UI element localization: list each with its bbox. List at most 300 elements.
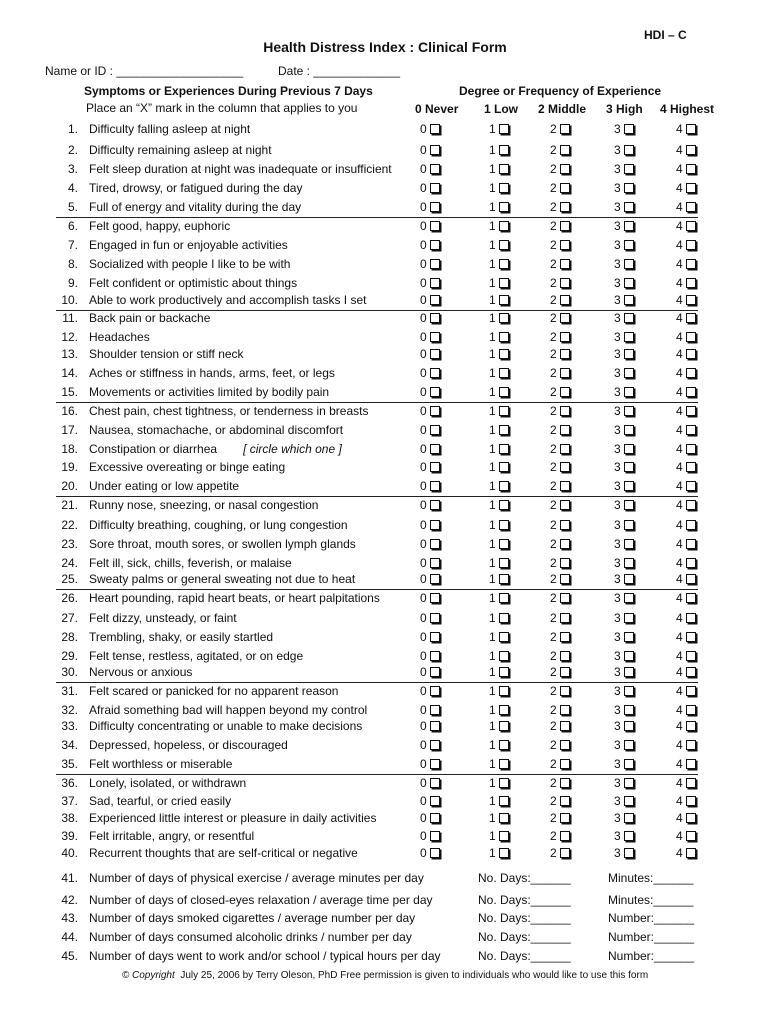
item-number: 44.: [61, 930, 78, 944]
checkbox-high[interactable]: [624, 740, 634, 750]
option-digit: 1: [489, 776, 496, 790]
checkbox-high[interactable]: [624, 349, 634, 359]
option-digit: 1: [489, 630, 496, 644]
checkbox-middle[interactable]: [560, 313, 570, 323]
checkbox-never[interactable]: [430, 848, 440, 858]
days-field[interactable]: No. Days:______: [478, 930, 571, 944]
option-digit: 3: [614, 846, 621, 860]
option-digit: 2: [550, 498, 557, 512]
checkbox-never[interactable]: [430, 667, 440, 677]
checkbox-highest[interactable]: [686, 613, 696, 623]
option-digit: 1: [489, 703, 496, 717]
option-digit: 3: [614, 591, 621, 605]
checkbox-never[interactable]: [430, 539, 440, 549]
checkbox-low[interactable]: [499, 425, 509, 435]
option-high: [614, 238, 634, 252]
checkbox-high[interactable]: [624, 613, 634, 623]
checkbox-middle[interactable]: [560, 349, 570, 359]
checkbox-low[interactable]: [499, 368, 509, 378]
checkbox-low[interactable]: [499, 632, 509, 642]
option-never: [420, 238, 440, 252]
checkbox-never[interactable]: [430, 831, 440, 841]
checkbox-high[interactable]: [624, 593, 634, 603]
item-text: [89, 311, 210, 325]
checkbox-never[interactable]: [430, 796, 440, 806]
checkbox-middle[interactable]: [560, 778, 570, 788]
checkbox-low[interactable]: [499, 278, 509, 288]
checkbox-low[interactable]: [499, 686, 509, 696]
checkbox-high[interactable]: [624, 164, 634, 174]
checkbox-middle[interactable]: [560, 686, 570, 696]
item-text: Number of days consumed alcoholic drinks / number per day: [89, 930, 412, 944]
checkbox-low[interactable]: [499, 462, 509, 472]
item-row: [0, 200, 770, 218]
option-digit: 1: [489, 330, 496, 344]
checkbox-high[interactable]: [624, 387, 634, 397]
option-low: [489, 719, 509, 733]
checkbox-highest[interactable]: [686, 444, 696, 454]
checkbox-highest[interactable]: [686, 221, 696, 231]
option-middle: [550, 257, 570, 271]
checkbox-middle[interactable]: [560, 259, 570, 269]
checkbox-high[interactable]: [624, 500, 634, 510]
option-digit: 1: [489, 423, 496, 437]
checkbox-high[interactable]: [624, 425, 634, 435]
checkbox-never[interactable]: [430, 313, 440, 323]
checkbox-high[interactable]: [624, 183, 634, 193]
checkbox-low[interactable]: [499, 613, 509, 623]
checkbox-never[interactable]: [430, 202, 440, 212]
checkbox-never[interactable]: [430, 651, 440, 661]
checkbox-highest[interactable]: [686, 313, 696, 323]
checkbox-highest[interactable]: [686, 593, 696, 603]
checkbox-high[interactable]: [624, 368, 634, 378]
checkbox-high[interactable]: [624, 462, 634, 472]
checkbox-never[interactable]: [430, 444, 440, 454]
checkbox-highest[interactable]: [686, 124, 696, 134]
option-digit: 3: [614, 572, 621, 586]
option-high: [614, 572, 634, 586]
option-digit: 2: [550, 719, 557, 733]
checkbox-low[interactable]: [499, 313, 509, 323]
option-digit: 1: [489, 498, 496, 512]
checkbox-never[interactable]: [430, 278, 440, 288]
checkbox-highest[interactable]: [686, 539, 696, 549]
checkbox-middle[interactable]: [560, 813, 570, 823]
checkbox-highest[interactable]: [686, 632, 696, 642]
amount-field[interactable]: Number:______: [608, 949, 695, 963]
option-digit: 3: [614, 757, 621, 771]
checkbox-never[interactable]: [430, 387, 440, 397]
checkbox-never[interactable]: [430, 500, 440, 510]
checkbox-low[interactable]: [499, 593, 509, 603]
checkbox-middle[interactable]: [560, 425, 570, 435]
option-middle: [550, 347, 570, 361]
checkbox-never[interactable]: [430, 632, 440, 642]
option-never: [420, 794, 440, 808]
item-row: [0, 122, 770, 140]
item-label: Felt good, happy, euphoric: [89, 219, 231, 233]
checkbox-high[interactable]: [624, 632, 634, 642]
checkbox-high[interactable]: [624, 444, 634, 454]
checkbox-never[interactable]: [430, 759, 440, 769]
checkbox-high[interactable]: [624, 686, 634, 696]
checkbox-low[interactable]: [499, 202, 509, 212]
days-field[interactable]: No. Days:______: [478, 871, 571, 885]
checkbox-never[interactable]: [430, 721, 440, 731]
checkbox-never[interactable]: [430, 778, 440, 788]
checkbox-low[interactable]: [499, 349, 509, 359]
checkbox-high[interactable]: [624, 406, 634, 416]
checkbox-high[interactable]: [624, 145, 634, 155]
option-digit: 0: [420, 703, 427, 717]
checkbox-middle[interactable]: [560, 481, 570, 491]
checkbox-high[interactable]: [624, 539, 634, 549]
checkbox-never[interactable]: [430, 295, 440, 305]
option-digit: 1: [489, 238, 496, 252]
checkbox-low[interactable]: [499, 240, 509, 250]
checkbox-low[interactable]: [499, 574, 509, 584]
checkbox-high[interactable]: [624, 295, 634, 305]
checkbox-never[interactable]: [430, 481, 440, 491]
checkbox-middle[interactable]: [560, 462, 570, 472]
checkbox-middle[interactable]: [560, 295, 570, 305]
checkbox-highest[interactable]: [686, 295, 696, 305]
checkbox-highest[interactable]: [686, 651, 696, 661]
checkbox-middle[interactable]: [560, 332, 570, 342]
checkbox-low[interactable]: [499, 145, 509, 155]
option-low: [489, 556, 509, 570]
option-highest: [676, 518, 696, 532]
checkbox-high[interactable]: [624, 313, 634, 323]
checkbox-low[interactable]: [499, 831, 509, 841]
checkbox-middle[interactable]: [560, 632, 570, 642]
checkbox-low[interactable]: [499, 667, 509, 677]
checkbox-highest[interactable]: [686, 202, 696, 212]
checkbox-middle[interactable]: [560, 368, 570, 378]
option-digit: 1: [489, 219, 496, 233]
amount-field[interactable]: Number:______: [608, 911, 695, 925]
checkbox-low[interactable]: [499, 387, 509, 397]
option-digit: 3: [614, 385, 621, 399]
checkbox-low[interactable]: [499, 759, 509, 769]
option-digit: 2: [550, 404, 557, 418]
checkbox-low[interactable]: [499, 164, 509, 174]
checkbox-highest[interactable]: [686, 425, 696, 435]
checkbox-low[interactable]: [499, 796, 509, 806]
checkbox-middle[interactable]: [560, 539, 570, 549]
checkbox-high[interactable]: [624, 759, 634, 769]
checkbox-highest[interactable]: [686, 721, 696, 731]
option-digit: 3: [614, 238, 621, 252]
checkbox-middle[interactable]: [560, 240, 570, 250]
checkbox-middle[interactable]: [560, 500, 570, 510]
checkbox-highest[interactable]: [686, 387, 696, 397]
checkbox-highest[interactable]: [686, 831, 696, 841]
checkbox-never[interactable]: [430, 705, 440, 715]
option-digit: 3: [614, 518, 621, 532]
option-digit: 3: [614, 257, 621, 271]
checkbox-high[interactable]: [624, 796, 634, 806]
option-middle: [550, 293, 570, 307]
checkbox-middle[interactable]: [560, 613, 570, 623]
item-row: [0, 162, 770, 180]
option-digit: 0: [420, 479, 427, 493]
checkbox-high[interactable]: [624, 721, 634, 731]
date-field-label[interactable]: Date : _____________: [278, 64, 401, 78]
checkbox-highest[interactable]: [686, 462, 696, 472]
checkbox-never[interactable]: [430, 221, 440, 231]
checkbox-low[interactable]: [499, 740, 509, 750]
checkbox-middle[interactable]: [560, 387, 570, 397]
checkbox-low[interactable]: [499, 500, 509, 510]
option-digit: 0: [420, 423, 427, 437]
option-highest: [676, 703, 696, 717]
checkbox-never[interactable]: [430, 593, 440, 603]
amount-field[interactable]: Minutes:______: [608, 893, 694, 907]
option-digit: 1: [489, 442, 496, 456]
option-middle: [550, 757, 570, 771]
checkbox-high[interactable]: [624, 202, 634, 212]
checkbox-highest[interactable]: [686, 520, 696, 530]
checkbox-low[interactable]: [499, 558, 509, 568]
checkbox-high[interactable]: [624, 221, 634, 231]
checkbox-high[interactable]: [624, 481, 634, 491]
checkbox-high[interactable]: [624, 848, 634, 858]
item-number: 3.: [67, 162, 78, 176]
option-never: [420, 423, 440, 437]
checkbox-middle[interactable]: [560, 759, 570, 769]
checkbox-middle[interactable]: [560, 278, 570, 288]
option-low: [489, 122, 509, 136]
checkbox-middle[interactable]: [560, 848, 570, 858]
checkbox-middle[interactable]: [560, 831, 570, 841]
checkbox-never[interactable]: [430, 259, 440, 269]
checkbox-highest[interactable]: [686, 778, 696, 788]
checkbox-middle[interactable]: [560, 593, 570, 603]
checkbox-never[interactable]: [430, 164, 440, 174]
checkbox-high[interactable]: [624, 278, 634, 288]
checkbox-low[interactable]: [499, 705, 509, 715]
days-field[interactable]: No. Days:______: [478, 893, 571, 907]
item-row: [0, 423, 770, 441]
checkbox-low[interactable]: [499, 406, 509, 416]
checkbox-high[interactable]: [624, 240, 634, 250]
checkbox-high[interactable]: [624, 124, 634, 134]
checkbox-never[interactable]: [430, 349, 440, 359]
option-digit: 1: [489, 293, 496, 307]
option-digit: 0: [420, 776, 427, 790]
checkbox-middle[interactable]: [560, 164, 570, 174]
checkbox-never[interactable]: [430, 462, 440, 472]
checkbox-never[interactable]: [430, 740, 440, 750]
checkbox-highest[interactable]: [686, 740, 696, 750]
checkbox-middle[interactable]: [560, 558, 570, 568]
option-never: [420, 347, 440, 361]
name-field-label[interactable]: Name or ID : ___________________: [45, 64, 244, 78]
option-never: [420, 366, 440, 380]
amount-field[interactable]: Minutes:______: [608, 871, 694, 885]
checkbox-high[interactable]: [624, 705, 634, 715]
checkbox-middle[interactable]: [560, 574, 570, 584]
checkbox-low[interactable]: [499, 481, 509, 491]
checkbox-highest[interactable]: [686, 332, 696, 342]
item-label: Afraid something bad will happen beyond my control: [89, 703, 368, 717]
item-text: Number of days smoked cigarettes / average number per day: [89, 911, 416, 925]
checkbox-highest[interactable]: [686, 368, 696, 378]
checkbox-highest[interactable]: [686, 705, 696, 715]
checkbox-highest[interactable]: [686, 667, 696, 677]
amount-field[interactable]: Number:______: [608, 930, 695, 944]
checkbox-high[interactable]: [624, 667, 634, 677]
option-never: [420, 498, 440, 512]
option-digit: 4: [676, 518, 683, 532]
checkbox-high[interactable]: [624, 558, 634, 568]
checkbox-middle[interactable]: [560, 705, 570, 715]
checkbox-never[interactable]: [430, 332, 440, 342]
item-text: [89, 684, 338, 698]
option-digit: 1: [489, 122, 496, 136]
checkbox-middle[interactable]: [560, 202, 570, 212]
days-field[interactable]: No. Days:______: [478, 911, 571, 925]
checkbox-high[interactable]: [624, 259, 634, 269]
checkbox-high[interactable]: [624, 332, 634, 342]
option-low: [489, 366, 509, 380]
checkbox-low[interactable]: [499, 651, 509, 661]
group-divider: [56, 496, 698, 497]
checkbox-middle[interactable]: [560, 145, 570, 155]
checkbox-middle[interactable]: [560, 721, 570, 731]
item-row: [0, 757, 770, 775]
checkbox-highest[interactable]: [686, 240, 696, 250]
option-digit: 3: [614, 162, 621, 176]
checkbox-middle[interactable]: [560, 183, 570, 193]
checkbox-never[interactable]: [430, 368, 440, 378]
checkbox-highest[interactable]: [686, 813, 696, 823]
checkbox-high[interactable]: [624, 520, 634, 530]
checkbox-low[interactable]: [499, 124, 509, 134]
option-highest: [676, 181, 696, 195]
option-highest: [676, 404, 696, 418]
item-label: Heart pounding, rapid heart beats, or heart palpitations: [89, 591, 380, 605]
checkbox-highest[interactable]: [686, 759, 696, 769]
checkbox-highest[interactable]: [686, 500, 696, 510]
checkbox-low[interactable]: [499, 721, 509, 731]
checkbox-low[interactable]: [499, 813, 509, 823]
option-digit: 2: [550, 757, 557, 771]
checkbox-low[interactable]: [499, 778, 509, 788]
checkbox-low[interactable]: [499, 848, 509, 858]
checkbox-never[interactable]: [430, 613, 440, 623]
checkbox-middle[interactable]: [560, 667, 570, 677]
days-field[interactable]: No. Days:______: [478, 949, 571, 963]
checkbox-middle[interactable]: [560, 221, 570, 231]
checkbox-highest[interactable]: [686, 574, 696, 584]
option-never: [420, 738, 440, 752]
checkbox-never[interactable]: [430, 425, 440, 435]
checkbox-middle[interactable]: [560, 124, 570, 134]
checkbox-highest[interactable]: [686, 183, 696, 193]
checkbox-highest[interactable]: [686, 349, 696, 359]
scale-heading: Degree or Frequency of Experience: [459, 84, 662, 98]
item-number: 34.: [61, 738, 78, 752]
checkbox-high[interactable]: [624, 778, 634, 788]
checkbox-highest[interactable]: [686, 145, 696, 155]
option-digit: 4: [676, 479, 683, 493]
option-digit: 0: [420, 719, 427, 733]
option-digit: 4: [676, 293, 683, 307]
checkbox-never[interactable]: [430, 183, 440, 193]
checkbox-never[interactable]: [430, 574, 440, 584]
checkbox-high[interactable]: [624, 831, 634, 841]
checkbox-highest[interactable]: [686, 848, 696, 858]
checkbox-highest[interactable]: [686, 481, 696, 491]
checkbox-highest[interactable]: [686, 558, 696, 568]
checkbox-middle[interactable]: [560, 520, 570, 530]
lifestyle-row: [0, 871, 770, 889]
checkbox-never[interactable]: [430, 813, 440, 823]
item-text: [89, 276, 297, 290]
item-row: [0, 776, 770, 794]
checkbox-high[interactable]: [624, 574, 634, 584]
option-digit: 2: [550, 238, 557, 252]
item-label: Felt ill, sick, chills, feverish, or malaise: [89, 556, 292, 570]
checkbox-never[interactable]: [430, 145, 440, 155]
option-highest: [676, 238, 696, 252]
option-middle: [550, 460, 570, 474]
checkbox-never[interactable]: [430, 558, 440, 568]
checkbox-never[interactable]: [430, 686, 440, 696]
checkbox-high[interactable]: [624, 813, 634, 823]
item-text: [89, 162, 392, 176]
checkbox-never[interactable]: [430, 240, 440, 250]
checkbox-low[interactable]: [499, 183, 509, 193]
checkbox-highest[interactable]: [686, 406, 696, 416]
checkbox-low[interactable]: [499, 444, 509, 454]
checkbox-highest[interactable]: [686, 259, 696, 269]
checkbox-never[interactable]: [430, 520, 440, 530]
checkbox-middle[interactable]: [560, 406, 570, 416]
checkbox-never[interactable]: [430, 124, 440, 134]
option-middle: [550, 794, 570, 808]
checkbox-low[interactable]: [499, 539, 509, 549]
option-low: [489, 460, 509, 474]
item-number: 32.: [61, 703, 78, 717]
checkbox-low[interactable]: [499, 259, 509, 269]
option-never: [420, 829, 440, 843]
checkbox-highest[interactable]: [686, 686, 696, 696]
item-number: 4.: [67, 181, 78, 195]
checkbox-middle[interactable]: [560, 740, 570, 750]
option-digit: 4: [676, 794, 683, 808]
checkbox-highest[interactable]: [686, 796, 696, 806]
option-digit: 4: [676, 143, 683, 157]
item-number: 12.: [61, 330, 78, 344]
checkbox-middle[interactable]: [560, 796, 570, 806]
checkbox-low[interactable]: [499, 221, 509, 231]
checkbox-low[interactable]: [499, 332, 509, 342]
checkbox-middle[interactable]: [560, 444, 570, 454]
checkbox-low[interactable]: [499, 520, 509, 530]
checkbox-highest[interactable]: [686, 164, 696, 174]
checkbox-highest[interactable]: [686, 278, 696, 288]
item-text: [89, 794, 231, 808]
checkbox-high[interactable]: [624, 651, 634, 661]
checkbox-low[interactable]: [499, 295, 509, 305]
option-middle: [550, 556, 570, 570]
checkbox-never[interactable]: [430, 406, 440, 416]
checkbox-middle[interactable]: [560, 651, 570, 661]
